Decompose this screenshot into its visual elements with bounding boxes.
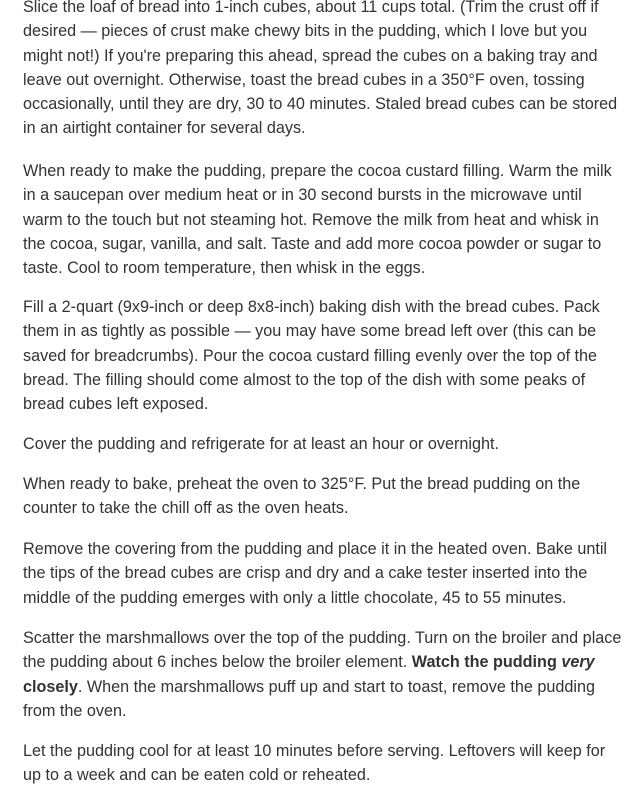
step-fill-dish: Fill a 2-quart (9x9-inch or deep 8x8-inch) baking dish with the bread cubes. Pack them in as tightly as possible — you may have some bread left over (this can be saved for breadcrumbs). Pour the cocoa custard filling evenly over the top of the bread. The filling should come almost to the top of the dish with some peaks of bread cubes left exposed. [23,298,600,414]
step-cool-serve: Let the pudding cool for at least 10 minutes before serving. Leftovers will keep for up to a week and can be eaten cold or reheated. [23,742,606,785]
step-slice-bread: Slice the loaf of bread into 1-inch cubes, about 11 cups total. (Trim the crust off if desired — pieces of crust make chewy bits in the pudding, which I love but you might not!) If you're preparing this ahead, spread the cubes on a baking tray and leave out overnight. Otherwise, toast the bread cubes in a 350°F oven, tossing occasionally, until they are dry, 30 to 40 minutes. Staled bread cubes can be stored in an airtight container for several days. [23,0,618,138]
broil-text-after: . When the marshmallows puff up and start to toast, remove the pudding from the oven. [23,677,595,720]
step-bake: Remove the covering from the pudding and place it in the heated oven. Bake until the tips of the bread cubes are crisp and dry and a cake tester inserted into the middle of the pudding emerges with only a little chocolate, 45 to 55 minutes. [23,540,608,607]
broil-text-before: Scatter the marshmallows over the top of the pudding. Turn on the broiler and place the pudding about 6 inches below the broiler element. [23,629,622,672]
step-refrigerate: Cover the pudding and refrigerate for at least an hour or overnight. [23,435,500,453]
step-preheat: When ready to bake, preheat the oven to 325°F. Put the bread pudding on the counter to take the chill off as the oven heats. [23,475,581,518]
broil-warning-part-2: closely [23,677,78,696]
step-broil-marshmallows [23,626,623,723]
broil-warning-part-1: Watch the pudding [411,653,562,672]
broil-warning-emphasis: very [561,653,595,672]
step-custard-filling: When ready to make the pudding, prepare the cocoa custard filling. Warm the milk in a saucepan over medium heat or in 30 second bursts in the microwave until warm to the touch but not steaming hot. Remove the milk from heat and whisk in the cocoa, sugar, vanilla, and salt. Taste and add more cocoa powder or sugar to taste. Cool to room temperature, then whisk in the eggs. [23,162,612,278]
